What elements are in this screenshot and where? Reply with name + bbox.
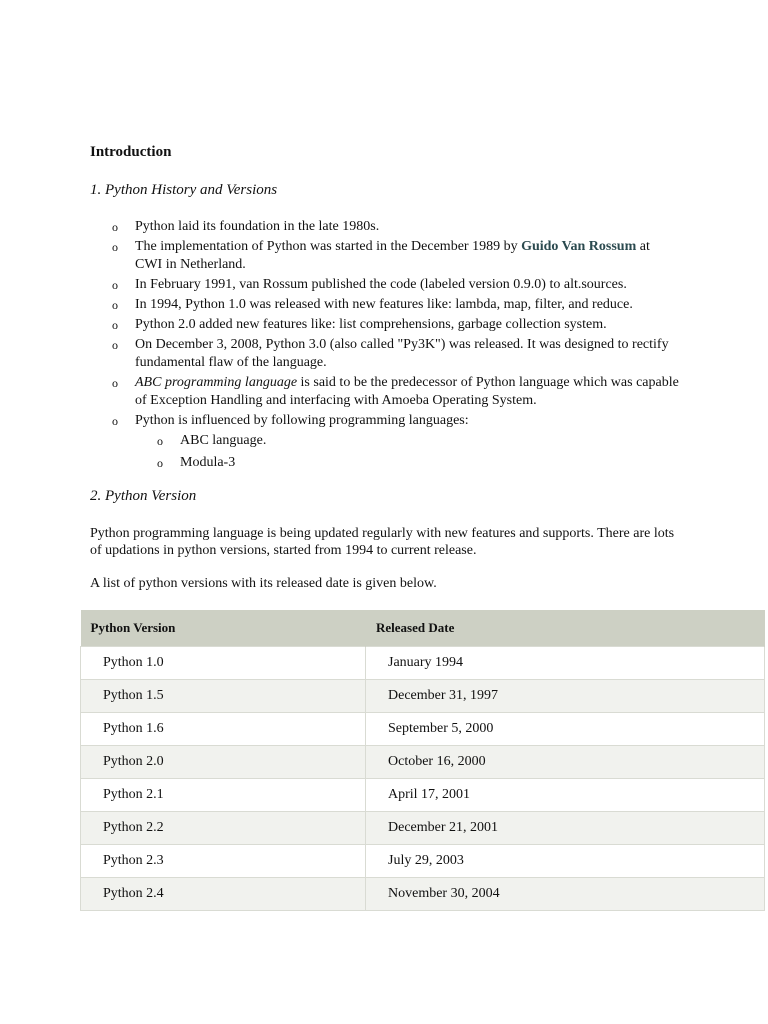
version-cell: Python 1.6: [81, 713, 366, 746]
date-cell: December 31, 1997: [366, 680, 765, 713]
list-item: [90, 316, 680, 334]
circle-bullet-icon: o: [112, 338, 118, 352]
version-cell: Python 2.4: [81, 878, 366, 911]
version-cell: Python 2.3: [81, 845, 366, 878]
version-cell: Python 1.5: [81, 680, 366, 713]
list-item-text: In February 1991, van Rossum published the code (labeled version 0.9.0) to alt.sources.: [135, 277, 627, 292]
date-cell: November 30, 2004: [366, 878, 765, 911]
column-header-version: Python Version: [81, 610, 366, 647]
list-item: [90, 296, 680, 314]
table-row: [81, 746, 765, 779]
date-cell: July 29, 2003: [366, 845, 765, 878]
sub-list-item: [135, 432, 680, 450]
list-item-text: On December 3, 2008, Python 3.0 (also called "Py3K") was released. It was designed to rectify fundamental flaw of the language.: [135, 337, 669, 370]
version-cell: Python 2.1: [81, 779, 366, 812]
circle-bullet-icon: o: [112, 220, 118, 234]
list-item-text: at CWI in Netherland.: [135, 239, 650, 272]
circle-bullet-icon: o: [112, 278, 118, 292]
list-item: [90, 336, 680, 372]
sub-list-item: [135, 454, 680, 472]
list-item-text: Python laid its foundation in the late 1980s.: [135, 219, 380, 234]
list-item: [90, 276, 680, 294]
circle-bullet-icon: o: [112, 318, 118, 332]
version-cell: Python 1.0: [81, 647, 366, 680]
list-item: [90, 374, 680, 410]
list-item: [90, 412, 680, 472]
circle-bullet-icon: o: [157, 434, 163, 448]
table-row: [81, 878, 765, 911]
date-cell: April 17, 2001: [366, 779, 765, 812]
sub-list-item-text: Modula-3: [180, 455, 236, 470]
list-item: [90, 238, 680, 274]
list-item-text: Python 2.0 added new features like: list comprehensions, garbage collection system.: [135, 317, 607, 332]
guido-van-rossum-link[interactable]: Guido Van Rossum: [521, 239, 637, 254]
list-item: [90, 218, 680, 236]
list-item-text: Python is influenced by following programming languages:: [135, 413, 469, 428]
column-header-date: Released Date: [366, 610, 765, 647]
circle-bullet-icon: o: [112, 298, 118, 312]
circle-bullet-icon: o: [157, 456, 163, 470]
version-intro-paragraph: Python programming language is being updated regularly with new features and supports. There are lots of updations in python versions, started from 1994 to current release.: [90, 526, 675, 558]
history-bullet-list: [90, 218, 680, 476]
abc-language-term: ABC programming language: [135, 375, 298, 390]
date-cell: December 21, 2001: [366, 812, 765, 845]
sub-list-item-text: ABC language.: [180, 433, 267, 448]
circle-bullet-icon: o: [112, 414, 118, 428]
table-row: [81, 680, 765, 713]
version-cell: Python 2.0: [81, 746, 366, 779]
list-item-text: is said to be the predecessor of Python language which was capable of Exception Handling and interfacing with Amoeba Operating System.: [135, 375, 679, 408]
table-header-row: [81, 610, 765, 647]
section-history-title: 1. Python History and Versions: [90, 182, 278, 198]
list-item-text: In 1994, Python 1.0 was released with new features like: lambda, map, filter, and reduce.: [135, 297, 633, 312]
list-item-text: The implementation of Python was started in the December 1989 by: [135, 239, 522, 254]
date-cell: January 1994: [366, 647, 765, 680]
section-version-title: 2. Python Version: [90, 488, 197, 504]
table-row: [81, 812, 765, 845]
version-list-paragraph: A list of python versions with its released date is given below.: [90, 576, 437, 591]
date-cell: October 16, 2000: [366, 746, 765, 779]
table-row: [81, 647, 765, 680]
table-row: [81, 845, 765, 878]
table-row: [81, 713, 765, 746]
circle-bullet-icon: o: [112, 240, 118, 254]
influence-sub-list: [135, 432, 680, 472]
circle-bullet-icon: o: [112, 376, 118, 390]
version-cell: Python 2.2: [81, 812, 366, 845]
table-row: [81, 779, 765, 812]
intro-heading: Introduction: [90, 144, 172, 160]
python-versions-table: [80, 610, 765, 911]
date-cell: September 5, 2000: [366, 713, 765, 746]
